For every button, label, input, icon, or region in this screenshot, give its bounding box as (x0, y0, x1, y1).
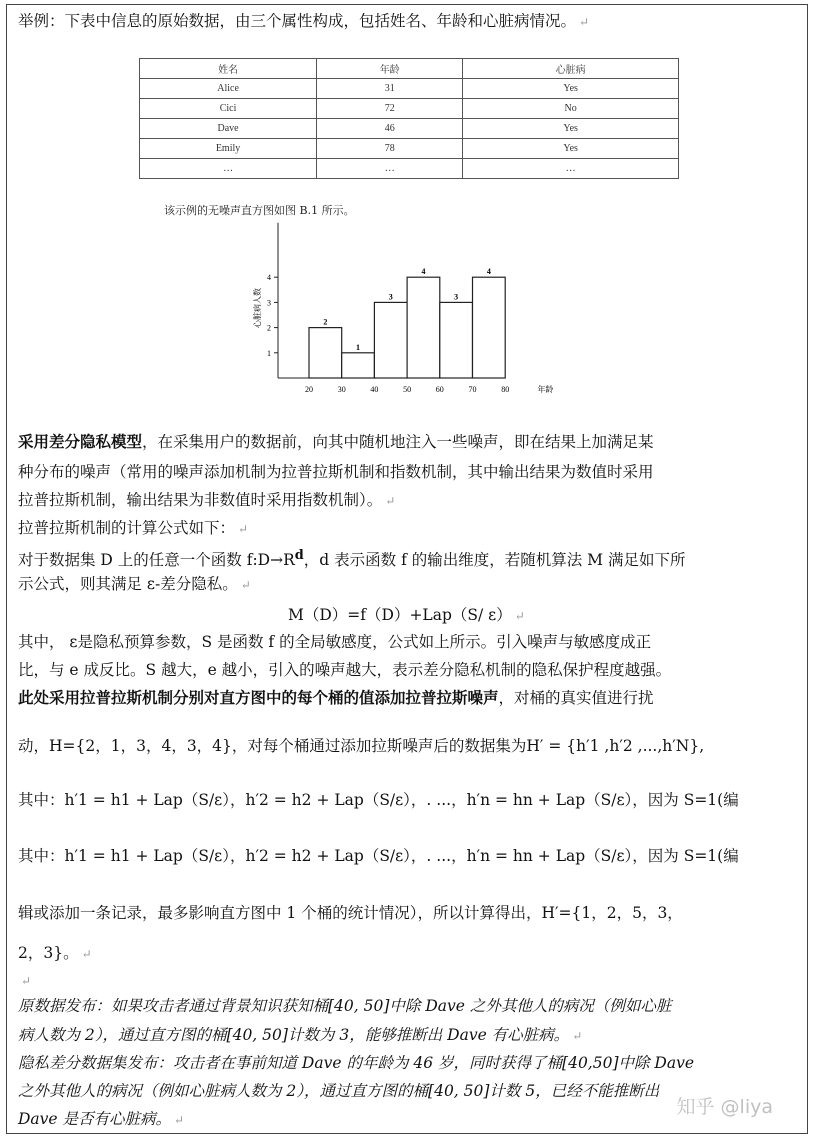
table-cell: Yes (463, 139, 679, 159)
table-cell: Emily (140, 139, 317, 159)
x-tick-label: 70 (468, 385, 477, 394)
data-table (139, 58, 679, 179)
italic-paragraph-1-line-1: 原数据发布：如果攻击者通过背景知识获知桶[40, 50]中除 Dave 之外其他人的病况（例如心脏 (18, 997, 672, 1015)
table-row (140, 119, 679, 139)
y-axis-label: 心脏病人数 (253, 288, 262, 328)
table-header: 年龄 (317, 59, 463, 79)
table-cell: Cici (140, 99, 317, 119)
italic-paragraph-2-line-3: Dave 是否有心脏病。 ↵ (18, 1110, 185, 1128)
table-header: 心脏病 (463, 59, 679, 79)
histogram-chart (240, 222, 570, 402)
formula: M（D）=f（D）+Lap（S/ ε） ↵ (288, 606, 525, 624)
table-cell: 78 (317, 139, 463, 159)
histogram-bar (440, 302, 473, 378)
table-cell: Yes (463, 119, 679, 139)
table-cell: Dave (140, 119, 317, 139)
x-tick-label: 80 (501, 385, 510, 394)
paragraph-1-line-3: 拉普拉斯机制，输出结果为非数值时采用指数机制）。 ↵ (18, 491, 396, 509)
paragraph-4-line-2: 比，与 e 成反比。S 越大，e 越小，引入的噪声越大，表示差分隐私机制的隐私保护程度越强。 (18, 661, 672, 679)
x-tick-label: 60 (435, 385, 444, 394)
table-cell: … (463, 159, 679, 179)
y-tick-label: 3 (267, 298, 271, 308)
table-cell: … (140, 159, 317, 179)
table-header-row (140, 59, 679, 79)
bar-value-label: 3 (454, 292, 459, 302)
intro-text: 举例：下表中信息的原始数据，由三个属性构成，包括姓名、年龄和心脏病情况。 ↵ (18, 12, 590, 30)
paragraph-3-line-1: 对于数据集 D 上的任意一个函数 $f:D\to R^d$，d 表示函数 f 的输出维度，若随机算法 M 满足如下所 (18, 548, 686, 570)
table-cell: … (317, 159, 463, 179)
x-tick-label: 50 (403, 385, 412, 394)
italic-paragraph-1-line-2: 病人数为 2），通过直方图的桶[40, 50]计数为 3，能够推断出 Dave 有心脏病。 ↵ (18, 1026, 583, 1044)
histogram-bar (374, 302, 407, 378)
bar-value-label: 1 (356, 342, 361, 352)
table-cell: Alice (140, 79, 317, 99)
paragraph-4-line-1: 其中， ε是隐私预算参数，S 是函数 f 的全局敏感度，公式如上所示。引入噪声与敏感度成正 (18, 633, 652, 651)
paragraph-mark: ↵ (579, 15, 590, 29)
paragraph-6-line-1: 辑或添加一条记录，最多影响直方图中 1 个桶的统计情况），所以计算得出，H′={1，2，5，3， (18, 904, 683, 922)
table-cell: Yes (463, 79, 679, 99)
table-row (140, 79, 679, 99)
table-cell: 31 (317, 79, 463, 99)
table-cell: 46 (317, 119, 463, 139)
paragraph-5-line-1: 此处采用拉普拉斯机制分别对直方图中的每个桶的值添加拉普拉斯噪声，对桶的真实值进行扰 (18, 688, 654, 707)
bar-value-label: 4 (421, 267, 426, 277)
italic-paragraph-2-line-2: 之外其他人的病况（例如心脏病人数为 2），通过直方图的桶[40, 50]计数 5，已经不能推断出 (18, 1082, 660, 1100)
x-axis-label: 年龄 (537, 385, 554, 394)
histogram-bar (309, 328, 342, 378)
bar-value-label: 2 (323, 317, 328, 327)
table-header: 姓名 (140, 59, 317, 79)
figure-caption: 该示例的无噪声直方图如图 B.1 所示。 (164, 204, 355, 217)
y-tick-label: 1 (267, 348, 271, 358)
paragraph-1-line-2: 种分布的噪声（常用的噪声添加机制为拉普拉斯机制和指数机制，其中输出结果为数值时采用 (18, 463, 654, 481)
bar-value-label: 3 (388, 292, 393, 302)
paragraph-2: 拉普拉斯机制的计算公式如下： ↵ (18, 519, 249, 537)
table-row (140, 99, 679, 119)
table-cell: 72 (317, 99, 463, 119)
histogram-bar (342, 353, 375, 378)
bar-value-label: 4 (486, 267, 491, 277)
paragraph-3-line-2: 示公式，则其满足 ε-差分隐私。 ↵ (18, 575, 251, 593)
x-tick-label: 20 (305, 385, 313, 394)
histogram-bar (407, 277, 440, 378)
empty-paragraph: ↵ (21, 974, 32, 988)
x-tick-label: 40 (370, 385, 379, 394)
histogram-bar (473, 277, 506, 378)
table-row (140, 159, 679, 179)
x-tick-label: 30 (337, 385, 346, 394)
equation-line-2: 其中：h′1 = h1 + Lap（S/ε），h′2 = h2 + Lap（S/ε），. ...，h′n = hn + Lap（S/ε），因为 S=1(编 (18, 847, 739, 865)
watermark: 知乎 @liya (676, 1096, 773, 1118)
paragraph-5-line-2: 动，H={2，1，3，4，3，4}，对每个桶通过添加拉斯噪声后的数据集为H′ = {h′1 ,h′2 ,...,h′N}, (18, 737, 705, 755)
equation-line-1: 其中：h′1 = h1 + Lap（S/ε），h′2 = h2 + Lap（S/ε），. ...，h′n = hn + Lap（S/ε），因为 S=1(编 (18, 791, 739, 809)
y-tick-label: 4 (267, 273, 271, 283)
table-cell: No (463, 99, 679, 119)
y-tick-label: 2 (267, 323, 271, 333)
table-row (140, 139, 679, 159)
italic-paragraph-2-line-1: 隐私差分数据集发布：攻击者在事前知道 Dave 的年龄为 46 岁，同时获得了桶[40,50]中除 Dave (18, 1054, 695, 1072)
paragraph-6-line-2: 2，3}。 ↵ (18, 944, 92, 962)
paragraph-1-line-1: 采用差分隐私模型，在采集用户的数据前，向其中随机地注入一些噪声，即在结果上加满足某 (18, 432, 654, 451)
